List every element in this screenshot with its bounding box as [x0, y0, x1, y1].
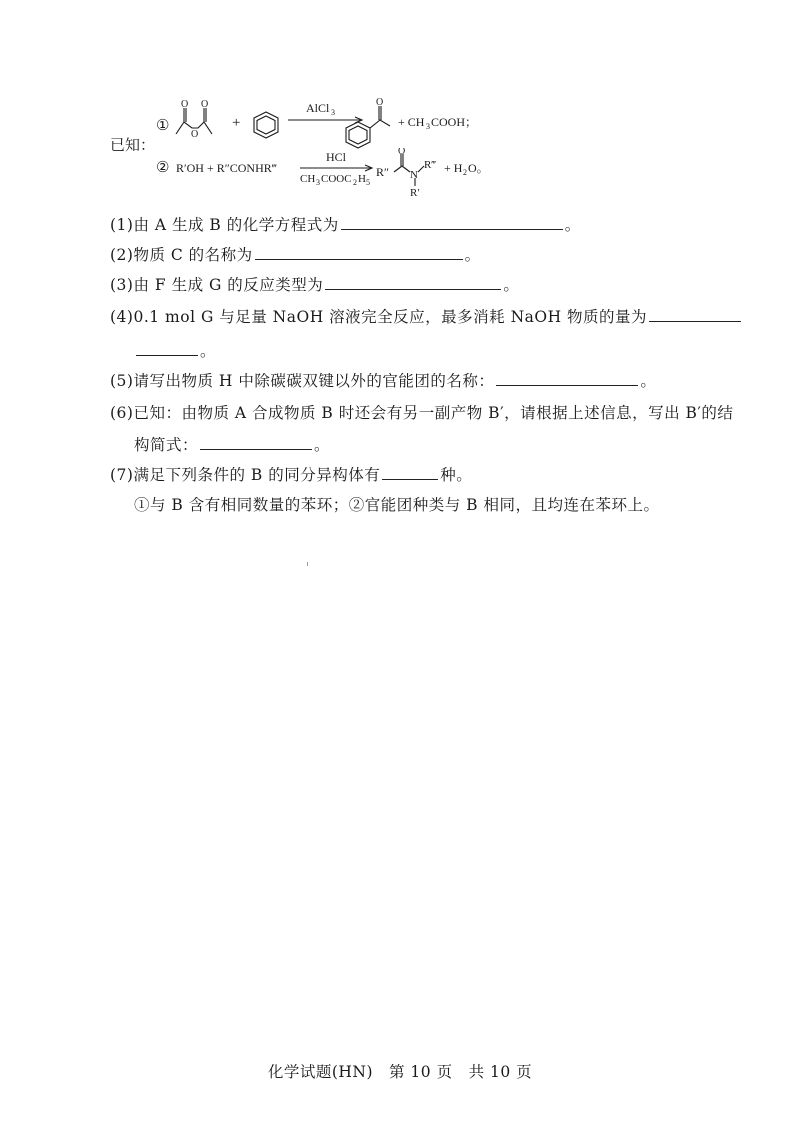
svg-text:H: H: [358, 173, 366, 185]
answer-blank-5[interactable]: [496, 370, 638, 386]
svg-text:2: 2: [463, 168, 467, 177]
question-7: (7)满足下列条件的 B 的同分异构体有 种。: [110, 466, 473, 484]
known-label: 已知：: [110, 136, 156, 154]
amide-product-structure: [394, 154, 424, 186]
acetophenone-structure: [346, 106, 390, 148]
benzene-structure: [254, 112, 278, 138]
svg-text:+: +: [232, 115, 241, 131]
svg-text:3: 3: [426, 122, 430, 131]
page-footer: 化学试题(HN) 第 10 页 共 10 页: [267, 1063, 533, 1081]
svg-text:2: 2: [353, 178, 357, 187]
answer-blank-1[interactable]: [341, 214, 563, 230]
svg-text:COOH；: COOH；: [431, 115, 478, 129]
question-4: (4)0.1 mol G 与足量 NaOH 溶液完全反应，最多消耗 NaOH 物质的量为: [110, 306, 743, 328]
reaction-2-catalyst: HCl: [326, 150, 347, 164]
reaction-1: [148, 96, 548, 152]
answer-blank-6[interactable]: [200, 434, 312, 450]
reaction-2-reactants: R′OH + R″CONHR‴: [176, 161, 277, 175]
question-6-continued: 构简式： 。: [134, 436, 331, 454]
question-6: (6)已知：由物质 A 合成物质 B 时还会有另一副产物 B′，请根据上述信息，写出 B′的结: [110, 404, 734, 422]
svg-text:3: 3: [331, 108, 335, 117]
reaction-2: [148, 148, 548, 204]
svg-text:O: O: [201, 99, 209, 110]
question-5: (5)请写出物质 H 中除碳碳双键以外的官能团的名称： 。: [110, 372, 657, 390]
question-2: (2)物质 C 的名称为 。: [110, 246, 481, 264]
reaction-1-reagent: AlCl: [306, 101, 330, 115]
svg-text:O: O: [181, 99, 189, 110]
svg-text:O: O: [191, 129, 199, 140]
svg-text:O: O: [376, 97, 384, 108]
reaction-2-number: ②: [156, 160, 170, 176]
answer-blank-2[interactable]: [255, 244, 463, 260]
question-7-conditions: ①与 B 含有相同数量的苯环；②官能团种类与 B 相同，且均连在苯环上。: [134, 496, 660, 514]
answer-blank-4b[interactable]: [136, 340, 198, 356]
svg-text:+ CH: + CH: [398, 115, 425, 129]
svg-text:O: O: [398, 148, 406, 157]
svg-text:R″: R″: [376, 165, 390, 179]
reaction-2-arrow: [300, 165, 372, 171]
reaction-1-arrow: [288, 117, 362, 123]
svg-text:5: 5: [366, 178, 370, 187]
svg-text:R‴: R‴: [424, 159, 436, 171]
scan-mark: [307, 562, 308, 566]
svg-text:O。: O。: [468, 161, 489, 175]
svg-text:COOC: COOC: [321, 173, 352, 185]
question-1: (1)由 A 生成 B 的化学方程式为 。: [110, 216, 581, 234]
question-3: (3)由 F 生成 G 的反应类型为 。: [110, 276, 520, 294]
answer-blank-3[interactable]: [325, 274, 501, 290]
reaction-2-solvent: CH: [300, 173, 316, 185]
answer-blank-4a[interactable]: [649, 306, 741, 322]
reaction-1-number: ①: [156, 118, 170, 134]
answer-blank-7[interactable]: [382, 464, 438, 480]
question-4-continued: 。: [134, 340, 216, 362]
svg-text:N: N: [410, 169, 418, 181]
svg-text:3: 3: [316, 178, 320, 187]
svg-text:+ H: + H: [444, 161, 463, 175]
svg-text:R′: R′: [410, 187, 420, 199]
